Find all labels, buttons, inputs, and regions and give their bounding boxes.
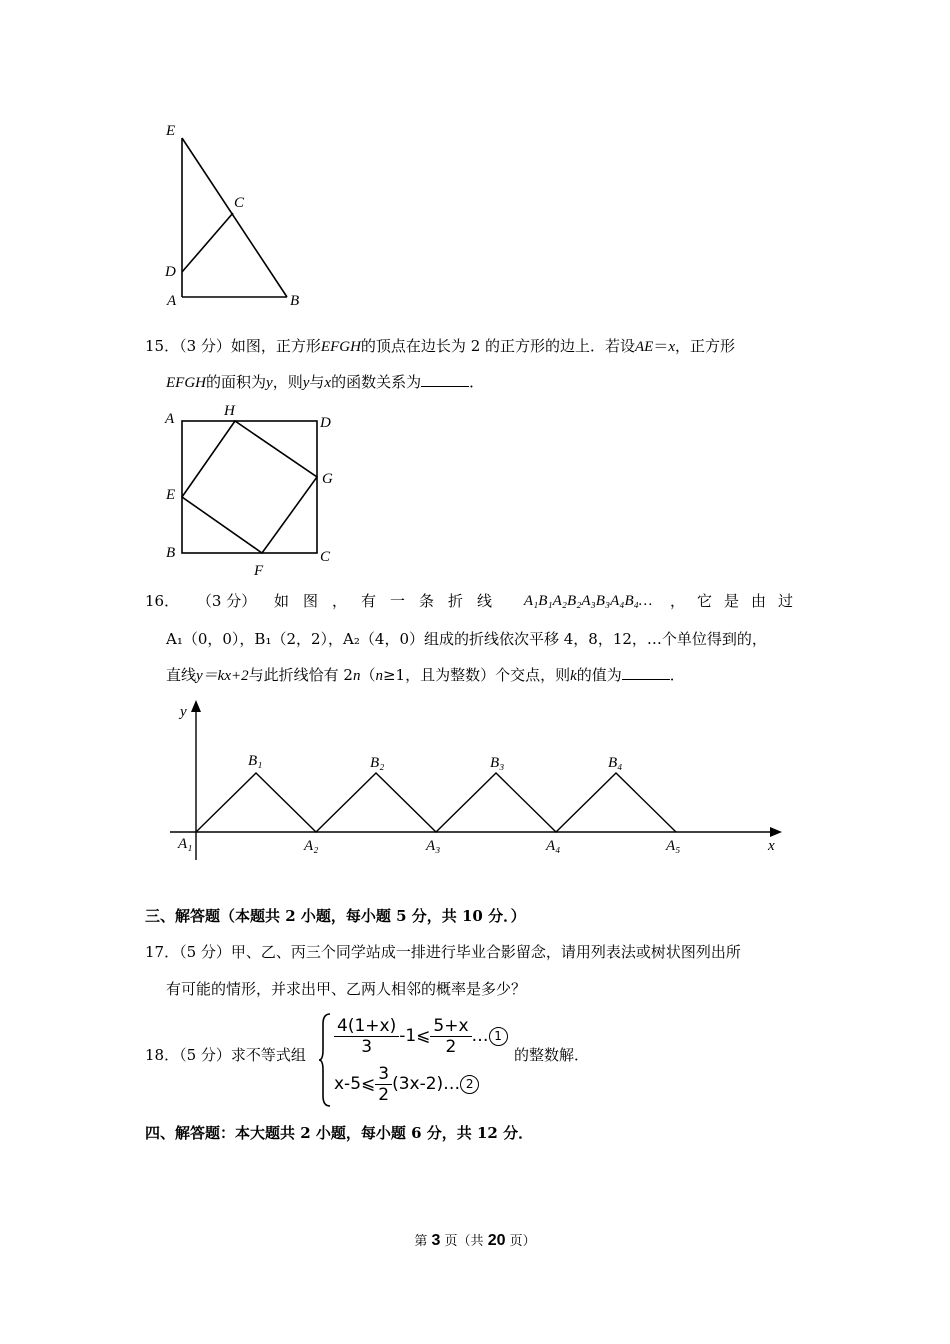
q16-number: 16． [145, 592, 180, 610]
label-h: H [224, 403, 235, 419]
system-brace [318, 1012, 332, 1108]
question-16-line1 [145, 591, 805, 611]
q16-text: ，它是由过 [669, 592, 805, 610]
inequality-1 [334, 1012, 508, 1060]
ineq1-right-denominator: 2 [445, 1036, 457, 1057]
outer-square [182, 421, 317, 553]
q16-n: n [375, 668, 383, 684]
q15-y: y [302, 375, 310, 391]
q15-eq: ＝ [653, 337, 669, 355]
q16-text: （ [360, 666, 376, 684]
figure-zigzag-16 [160, 695, 800, 865]
q15-end: ． [469, 373, 485, 391]
page-footer [0, 1230, 950, 1250]
ineq2-denominator: 2 [378, 1084, 390, 1105]
label-a: A [167, 293, 177, 309]
brace-path [319, 1014, 330, 1106]
q16-text: 的值为 [576, 666, 622, 684]
q16-end: ． [669, 666, 685, 684]
q15-score: （3 分） [179, 337, 231, 355]
q15-y: y [266, 375, 273, 391]
section-3-heading: 三、解答题（本题共 2 小题，每小题 5 分，共 10 分．） [145, 907, 526, 925]
q15-text: 的面积为 [206, 373, 267, 391]
q16-text: 直线 [166, 666, 197, 684]
question-18-outro: 的整数解． [514, 1046, 590, 1064]
ineq1-middle: -1⩽ [399, 1026, 431, 1046]
footer-page-number: 3 [431, 1232, 441, 1249]
ineq1-numerator: 4(1+x) [334, 1016, 399, 1037]
ineq1-denominator: 3 [361, 1036, 373, 1057]
q17-text: 甲、乙、丙三个同学站成一排进行毕业合影留念，请用列表法或树状图列出所 [230, 943, 741, 961]
label-b: B [166, 545, 176, 561]
footer-post: 页） [509, 1234, 536, 1249]
label-b3: B₃ [490, 755, 505, 771]
inner-square-efgh [182, 421, 317, 553]
label-b1: B₁ [248, 753, 263, 769]
label-f: F [254, 563, 264, 579]
q15-x: x [324, 375, 332, 391]
q15-text: 与 [309, 373, 325, 391]
question-16-line3 [166, 665, 685, 686]
q18-score: （5 分） [179, 1046, 231, 1064]
label-a5: A₅ [666, 838, 681, 854]
question-18-intro [145, 1045, 306, 1065]
label-b4: B₄ [608, 755, 623, 771]
q15-ae: AE [635, 339, 654, 355]
q16-text: 如图，有一条折线 [274, 592, 507, 610]
q15-x: x [668, 339, 676, 355]
q15-text: ，则 [272, 373, 303, 391]
circled-mark-1: 1 [489, 1027, 508, 1046]
q15-text: 的顶点在边长为 2 的正方形的边上．若设 [360, 337, 636, 355]
question-17-line1 [145, 942, 741, 962]
ineq1-left-fraction [334, 1016, 399, 1057]
label-g: G [322, 471, 333, 487]
footer-total-pages: 20 [487, 1232, 506, 1249]
q16-text: A₁（0，0），B₁（2，2），A₂（4，0）组成的折线依次平移 4，8，12，…个单位得到的， [166, 630, 767, 648]
ineq1-right-fraction [430, 1016, 471, 1057]
zigzag-polyline [196, 773, 676, 832]
label-c: C [320, 549, 331, 565]
label-b2: B₂ [370, 755, 385, 771]
q16-text: 与此折线恰有 2 [248, 666, 353, 684]
label-d: D [165, 264, 176, 280]
label-c: C [234, 195, 245, 211]
section-4-heading: 四、解答题：本大题共 2 小题，每小题 6 分，共 12 分． [145, 1124, 534, 1142]
label-e: E [166, 123, 176, 139]
label-d: D [320, 415, 331, 431]
ineq2-numerator: 3 [375, 1064, 392, 1085]
question-17-line2 [166, 979, 526, 999]
question-16-line2 [166, 629, 767, 649]
label-a: A [165, 411, 175, 427]
question-15-line1 [145, 336, 735, 357]
q15-text: 的函数关系为 [331, 373, 422, 391]
label-a3: A₃ [426, 838, 441, 854]
figure-square-15 [150, 400, 350, 580]
q16-k: k [570, 668, 577, 684]
answer-blank-16 [622, 665, 670, 680]
question-15-line2 [166, 372, 484, 393]
label-a1: A₁ [178, 836, 193, 852]
footer-pre: 第 [414, 1234, 428, 1249]
label-e: E [166, 487, 176, 503]
edge-eb [182, 138, 287, 297]
label-a4: A₄ [546, 838, 561, 854]
q15-text: ，正方形 [675, 337, 736, 355]
ineq2-right: (3x-2)… [392, 1074, 461, 1094]
footer-mid: 页（共 [444, 1234, 484, 1249]
q18-number: 18． [145, 1046, 180, 1064]
circled-mark-2: 2 [460, 1075, 479, 1094]
q16-chain: A₁B₁A₂B₂A₃B₃A₄B₄… [523, 593, 653, 609]
q16-line-eq: y＝kx+2 [196, 668, 249, 684]
q17-score: （5 分） [179, 943, 231, 961]
q16-n: n [352, 668, 361, 684]
figure-triangle-14 [150, 115, 320, 315]
axis-x-label: x [768, 838, 775, 854]
q17-number: 17． [145, 943, 180, 961]
q15-efgh: EFGH [320, 339, 361, 355]
x-axis-arrow [770, 827, 782, 837]
inequality-2 [334, 1060, 479, 1108]
answer-blank-15 [421, 372, 469, 387]
q16-score: （3 分） [196, 592, 257, 610]
q16-text: ≥1，且为整数）个交点，则 [382, 666, 571, 684]
edge-dc [182, 213, 233, 272]
ineq2-fraction [375, 1064, 392, 1105]
label-a2: A₂ [304, 838, 319, 854]
ineq1-right-numerator: 5+x [430, 1016, 471, 1037]
y-axis-arrow [191, 700, 201, 712]
axis-y-label: y [180, 704, 187, 720]
ineq2-left: x-5⩽ [334, 1074, 376, 1094]
q17-text: 有可能的情形，并求出甲、乙两人相邻的概率是多少？ [166, 980, 527, 998]
q15-number: 15． [145, 337, 180, 355]
q15-efgh: EFGH [166, 375, 206, 391]
label-b: B [290, 293, 300, 309]
q15-text: 如图，正方形 [230, 337, 321, 355]
q18-text: 求不等式组 [230, 1046, 306, 1064]
ineq1-dots: … [471, 1026, 489, 1046]
